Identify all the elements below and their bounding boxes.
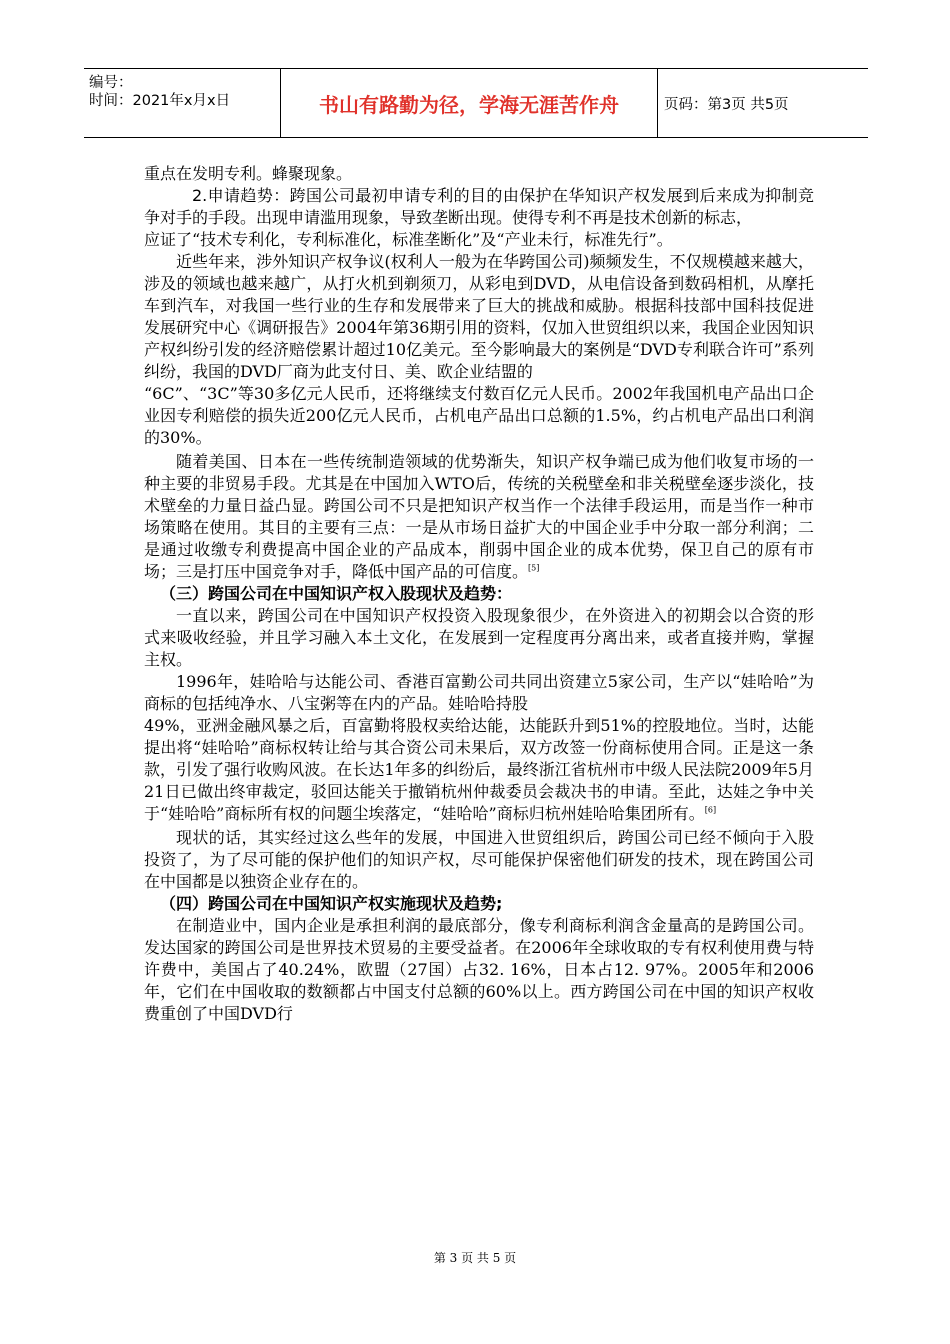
- paragraph: 1996年，娃哈哈与达能公司、香港百富勤公司共同出资建立5家公司，生产以“娃哈哈”为商标的包括纯净水、八宝粥等在内的产品。娃哈哈持股: [144, 672, 814, 713]
- paragraph: 在制造业中，国内企业是承担利润的最底部分，像专利商标利润含金量高的是跨国公司。发达国家的跨国公司是世界技术贸易的主要受益者。在2006年全球收取的专有权利使用费与特许费中，美国占了40.24%，欧盟（27国）占32. 16%，日本占12. 97%。2005年和2006年，它们在中国收取的数额都占中国支付总额的60%以上。西方跨国公司在中国的知识产权收费重创了中国DVD行: [144, 916, 814, 1023]
- paragraph: “6C”、“3C”等30多亿元人民币，还将继续支付数百亿元人民币。2002年我国机电产品出口企业因专利赔偿的损失近200亿元人民币，占机电产品出口总额的1.5%，约占机电产品出口利润的30%。: [144, 384, 814, 447]
- paragraph: 2.申请趋势：跨国公司最初申请专利的目的由保护在华知识产权发展到后来成为抑制竞争对手的手段。出现申请滥用现象，导致垄断出现。使得专利不再是技术创新的标志，: [144, 186, 814, 227]
- document-time-label: 时间：2021年x月x日: [89, 93, 231, 109]
- header-meta: [84, 69, 280, 137]
- header-page-info: 页码：第3页 共5页: [664, 96, 789, 113]
- paragraph: 随着美国、日本在一些传统制造领域的优势渐失，知识产权争端已成为他们收复市场的一种主要的非贸易手段。尤其是在中国加入WTO后，传统的关税壁垒和非关税壁垒逐步淡化，技术壁垒的力量日益凸显。跨国公司不只是把知识产权当作一个法律手段运用，而是当作一种市场策略在使用。其目的主要有三点：一是从市场日益扩大的中国企业手中分取一部分利润；二是通过收缴专利费提高中国企业的产品成本，削弱中国企业的成本优势，保卫自己的原有市场；三是打压中国竞争对手，降低中国产品的可信度。[5]: [144, 452, 814, 581]
- section-heading: （三）跨国公司在中国知识产权入股现状及趋势：: [160, 584, 513, 603]
- paragraph: 重点在发明专利。蜂聚现象。: [144, 164, 353, 183]
- paragraph: 近些年来，涉外知识产权争议(权利人一般为在华跨国公司)频频发生，不仅规模越来越大，涉及的领域也越来越广，从打火机到剃须刀，从彩电到DVD，从电信设备到数码相机，从摩托车到汽车，对我国一些行业的生存和发展带来了巨大的挑战和威胁。根据科技部中国科技促进发展研究中心《调研报告》2004年第36期引用的资料，仅加入世贸组织以来，我国企业因知识产权纠纷引发的经济赔偿累计超过10亿美元。至今影响最大的案例是“DVD专利联合许可”系列纠纷，我国的DVD厂商为此支付日、美、欧企业结盟的: [144, 252, 814, 381]
- document-body: [144, 163, 814, 1025]
- header-motto: 书山有路勤为径，学海无涯苦作舟: [280, 69, 658, 137]
- document-number-label: 编号：: [89, 75, 133, 91]
- citation-ref: [5]: [528, 563, 540, 573]
- subheading: 2.申请趋势：: [192, 186, 290, 205]
- paragraph: 应证了“技术专利化，专利标准化，标准垄断化”及“产业未行，标准先行”。: [144, 230, 673, 249]
- citation-ref: [6]: [704, 805, 717, 815]
- paragraph: 现状的话，其实经过这么些年的发展，中国进入世贸组织后，跨国公司已经不倾向于入股投资了，为了尽可能的保护他们的知识产权，尽可能保护保密他们研发的技术，现在跨国公司在中国都是以独资企业存在的。: [144, 828, 814, 891]
- page-header: [84, 68, 868, 138]
- paragraph: 49%，亚洲金融风暴之后，百富勤将股权卖给达能，达能跃升到51%的控股地位。当时，达能提出将“娃哈哈”商标权转让给与其合资公司未果后，双方改签一份商标使用合同。正是这一条款，引发了强行收购风波。在长达1年多的纠纷后，最终浙江省杭州市中级人民法院2009年5月21日已做出终审裁定，驳回达能关于撤销杭州仲裁委员会裁决书的申请。至此，达娃之争中关于“娃哈哈”商标所有权的问题尘埃落定，“娃哈哈”商标归杭州娃哈哈集团所有。[6]: [144, 716, 814, 823]
- section-heading: （四）跨国公司在中国知识产权实施现状及趋势;: [160, 894, 503, 913]
- page-footer: 第 3 页 共 5 页: [433, 1251, 517, 1265]
- paragraph: 一直以来，跨国公司在中国知识产权投资入股现象很少，在外资进入的初期会以合资的形式来吸收经验，并且学习融入本土文化，在发展到一定程度再分离出来，或者直接并购，掌握主权。: [144, 606, 814, 669]
